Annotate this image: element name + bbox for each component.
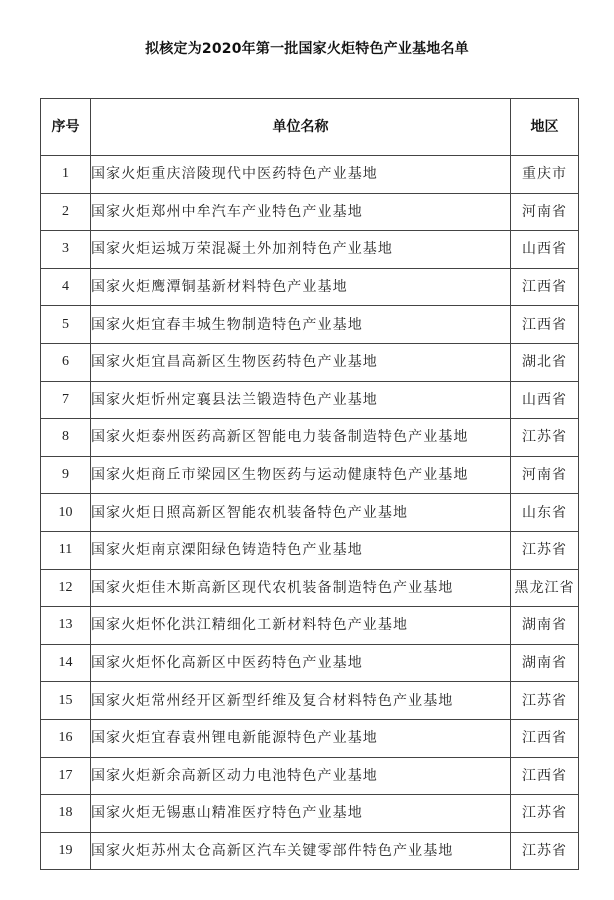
header-region: 地区 [511,99,579,156]
row-region: 江西省 [511,306,579,344]
row-name: 国家火炬常州经开区新型纤维及复合材料特色产业基地 [91,682,511,720]
table-row [41,531,579,569]
row-name: 国家火炬日照高新区智能农机装备特色产业基地 [91,494,511,532]
row-index: 17 [41,757,91,795]
row-index: 3 [41,231,91,269]
row-name: 国家火炬宜春丰城生物制造特色产业基地 [91,306,511,344]
table-row [41,719,579,757]
row-index: 9 [41,456,91,494]
row-index: 4 [41,268,91,306]
table-row [41,569,579,607]
row-region: 山西省 [511,381,579,419]
row-name: 国家火炬怀化洪江精细化工新材料特色产业基地 [91,607,511,645]
row-index: 13 [41,607,91,645]
row-region: 重庆市 [511,156,579,194]
table-row [41,682,579,720]
row-name: 国家火炬新余高新区动力电池特色产业基地 [91,757,511,795]
table-row [41,832,579,870]
table-row [41,306,579,344]
table-row [41,231,579,269]
row-index: 11 [41,531,91,569]
row-name: 国家火炬怀化高新区中医药特色产业基地 [91,644,511,682]
header-name: 单位名称 [91,99,511,156]
row-region: 河南省 [511,456,579,494]
row-name: 国家火炬鹰潭铜基新材料特色产业基地 [91,268,511,306]
row-region: 山东省 [511,494,579,532]
row-region: 湖南省 [511,644,579,682]
row-name: 国家火炬宜昌高新区生物医药特色产业基地 [91,343,511,381]
table-row [41,419,579,457]
row-index: 15 [41,682,91,720]
table-row [41,456,579,494]
row-region: 黑龙江省 [511,569,579,607]
table-row [41,757,579,795]
row-region: 湖北省 [511,343,579,381]
row-name: 国家火炬宜春袁州锂电新能源特色产业基地 [91,719,511,757]
table-row [41,156,579,194]
row-region: 江西省 [511,268,579,306]
table-row [41,494,579,532]
row-name: 国家火炬佳木斯高新区现代农机装备制造特色产业基地 [91,569,511,607]
row-region: 江苏省 [511,419,579,457]
header-index: 序号 [41,99,91,156]
page-title: 拟核定为2020年第一批国家火炬特色产业基地名单 [145,41,469,57]
row-region: 江苏省 [511,795,579,833]
row-index: 10 [41,494,91,532]
row-region: 江西省 [511,719,579,757]
row-index: 18 [41,795,91,833]
row-region: 江苏省 [511,531,579,569]
row-index: 5 [41,306,91,344]
table-row [41,644,579,682]
table-header-row [41,99,579,156]
row-region: 江苏省 [511,682,579,720]
row-region: 山西省 [511,231,579,269]
row-name: 国家火炬泰州医药高新区智能电力装备制造特色产业基地 [91,419,511,457]
table-row [41,268,579,306]
row-index: 12 [41,569,91,607]
table-row [41,607,579,645]
row-region: 江西省 [511,757,579,795]
table-row [41,381,579,419]
row-name: 国家火炬苏州太仓高新区汽车关键零部件特色产业基地 [91,832,511,870]
row-index: 8 [41,419,91,457]
table-row [41,343,579,381]
row-region: 湖南省 [511,607,579,645]
row-name: 国家火炬商丘市梁园区生物医药与运动健康特色产业基地 [91,456,511,494]
table-row [41,193,579,231]
row-name: 国家火炬南京溧阳绿色铸造特色产业基地 [91,531,511,569]
row-index: 19 [41,832,91,870]
row-name: 国家火炬忻州定襄县法兰锻造特色产业基地 [91,381,511,419]
row-index: 2 [41,193,91,231]
base-list-table [40,98,579,870]
row-region: 江苏省 [511,832,579,870]
row-name: 国家火炬无锡惠山精准医疗特色产业基地 [91,795,511,833]
row-index: 6 [41,343,91,381]
row-region: 河南省 [511,193,579,231]
row-index: 14 [41,644,91,682]
table-row [41,795,579,833]
row-name: 国家火炬重庆涪陵现代中医药特色产业基地 [91,156,511,194]
row-name: 国家火炬运城万荣混凝土外加剂特色产业基地 [91,231,511,269]
row-index: 16 [41,719,91,757]
row-index: 1 [41,156,91,194]
row-name: 国家火炬郑州中牟汽车产业特色产业基地 [91,193,511,231]
row-index: 7 [41,381,91,419]
